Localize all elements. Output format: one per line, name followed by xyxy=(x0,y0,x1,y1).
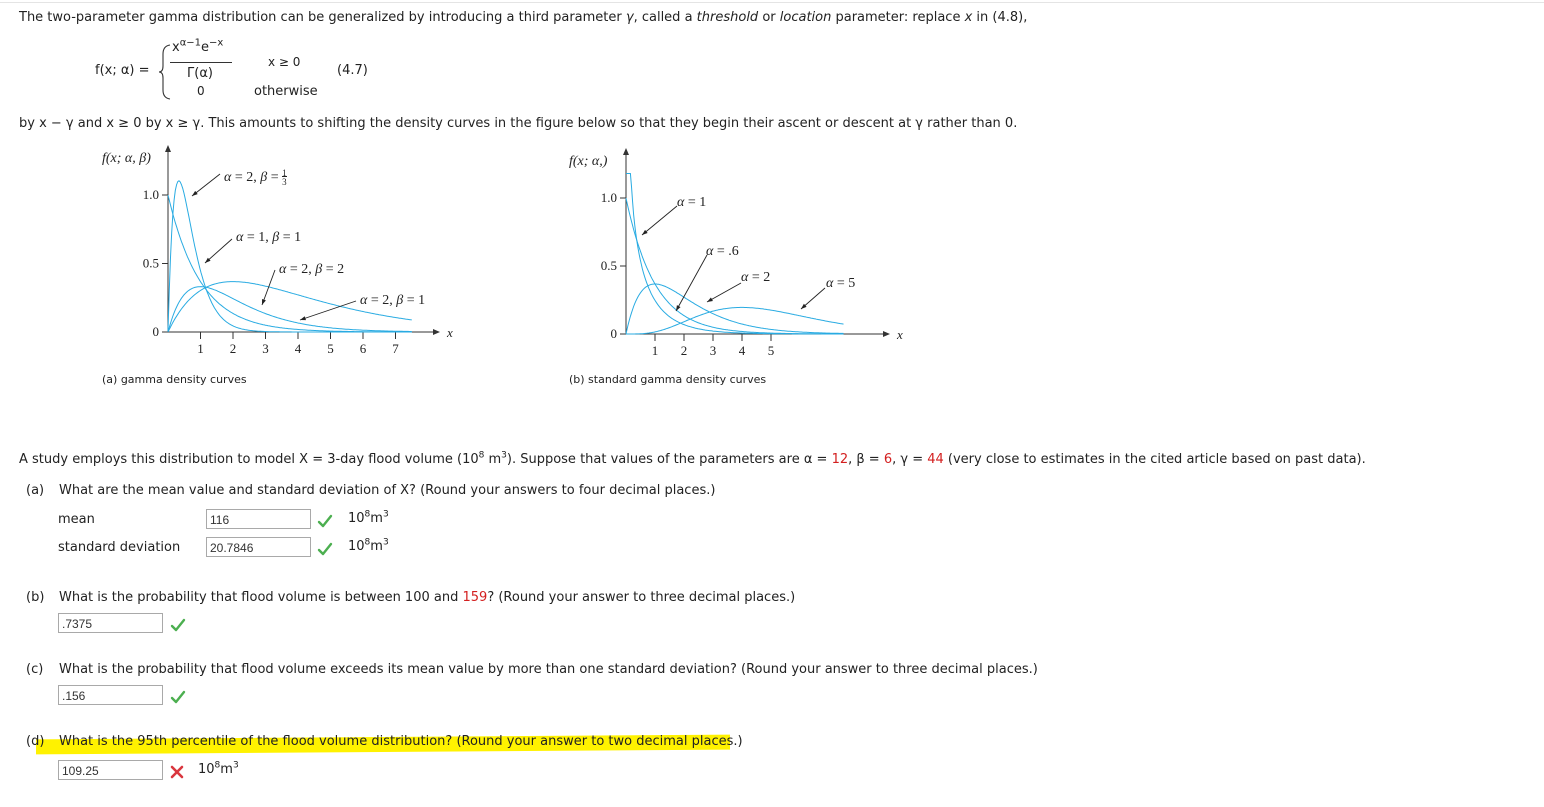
check-icon xyxy=(170,617,186,633)
equation-number: (4.7) xyxy=(337,63,368,78)
formula-cond2: otherwise xyxy=(254,84,318,99)
sd-input[interactable]: 20.7846 xyxy=(206,537,311,557)
figure-a-caption: (a) gamma density curves xyxy=(102,373,247,386)
x-tick-label: 4 xyxy=(738,343,746,358)
mean-label: mean xyxy=(58,512,95,527)
x-tick-label: 2 xyxy=(680,343,688,358)
part-a-question: What are the mean value and standard deviation of X? (Round your answers to four decimal places.) xyxy=(59,483,716,498)
formula-numerator: $x^{\alpha-1}e^{-x}$ xyxy=(172,37,224,55)
sd-unit: $10^8m^3$ xyxy=(348,537,389,554)
top-divider xyxy=(0,2,1544,3)
mean-unit: $10^8m^3$ xyxy=(348,509,389,526)
curve-alpha-5 xyxy=(626,307,844,334)
pointer-arrow-icon xyxy=(262,299,266,305)
formula-denominator: Γ(α) xyxy=(187,66,213,81)
x-tick-label: 2 xyxy=(229,341,237,356)
fraction-bar xyxy=(170,62,232,63)
x-tick-label: 6 xyxy=(359,341,367,356)
part-b-label: (b) xyxy=(26,590,45,605)
pointer-line xyxy=(707,283,741,302)
formula-zero: 0 xyxy=(197,84,205,98)
figure-b-label-3: α = 2 xyxy=(741,270,771,285)
study-text: A study employs this distribution to model X = 3-day flood volume ($10^8$ $m^3$). Suppose that values of the parameters are α = 12, β = 6, γ = 44 (very close to estimates in the cited article based on past data). xyxy=(19,450,1366,467)
figure-b-ylabel: f(x; α,) xyxy=(569,154,608,169)
x-tick-label: 1 xyxy=(197,341,204,356)
y-tick-label: 1.0 xyxy=(142,187,159,202)
part-b-question: What is the probability that flood volume is between 100 and 159? (Round your answer to three decimal places.) xyxy=(59,590,796,605)
y-tick-label: 0 xyxy=(152,324,159,339)
y-tick-label: 0.5 xyxy=(600,258,617,273)
figure-a-label-2: α = 1, β = 1 xyxy=(236,230,302,245)
part-b-input[interactable]: .7375 xyxy=(58,613,163,633)
brace-icon xyxy=(158,44,172,100)
pointer-line xyxy=(300,301,356,320)
check-icon xyxy=(317,541,333,557)
part-c-input[interactable]: .156 xyxy=(58,685,163,705)
x-axis-arrow-icon xyxy=(433,329,440,335)
curve-alpha-1 xyxy=(626,198,844,334)
pointer-line xyxy=(642,206,677,235)
figure-a-ylabel: f(x; α, β) xyxy=(102,151,151,166)
pointer-line xyxy=(676,255,707,311)
y-axis-arrow-icon xyxy=(623,148,629,155)
figure-b-label-2: α = .6 xyxy=(706,244,739,259)
x-axis-label: x xyxy=(897,327,903,342)
x-axis-label: x xyxy=(447,325,453,340)
x-tick-label: 5 xyxy=(327,341,334,356)
x-tick-label: 1 xyxy=(651,343,659,358)
x-tick-label: 3 xyxy=(262,341,269,356)
part-c-label: (c) xyxy=(26,662,44,677)
pointer-arrow-icon xyxy=(707,297,713,302)
x-axis-arrow-icon xyxy=(883,331,890,337)
curve-alpha-2 xyxy=(626,284,844,334)
pointer-arrow-icon xyxy=(300,316,306,320)
x-tick-label: 5 xyxy=(767,343,775,358)
figure-a-label-4: α = 2, β = 1 xyxy=(360,293,426,308)
x-tick-label: 7 xyxy=(392,341,399,356)
figure-b-label-4: α = 5 xyxy=(826,276,856,291)
figure-a-axes xyxy=(143,145,453,356)
curve-a2-b1-3 xyxy=(168,181,412,332)
figure-b xyxy=(565,145,915,360)
y-tick-label: 0.5 xyxy=(142,255,159,271)
check-icon xyxy=(317,513,333,529)
part-d-question: What is the 95th percentile of the flood volume distribution? (Round your answer to two decimal places.) xyxy=(59,734,743,749)
formula-cond1: x ≥ 0 xyxy=(268,55,301,69)
part-c-question: What is the probability that flood volume exceeds its mean value by more than one standard deviation? (Round your answer to three decimal places.) xyxy=(59,662,1038,677)
y-tick-label: 0 xyxy=(610,326,617,341)
figure-b-label-1: α = 1 xyxy=(677,195,707,210)
mean-input[interactable]: 116 xyxy=(206,509,311,529)
part-d-unit: $10^8m^3$ xyxy=(198,760,239,777)
x-tick-label: 4 xyxy=(294,341,302,356)
part-a-label: (a) xyxy=(26,483,45,498)
y-tick-label: 1.0 xyxy=(600,190,617,205)
figure-b-caption: (b) standard gamma density curves xyxy=(569,373,767,386)
figure-a-label-3: α = 2, β = 2 xyxy=(279,262,345,277)
intro-text: The two-parameter gamma distribution can be generalized by introducing a third parameter γ, called a threshold or location parameter: replace x in (4.8), xyxy=(19,10,1028,25)
shift-text: by x − γ and x ≥ 0 by x ≥ γ. This amounts to shifting the density curves in the figure below so that they begin their ascent or descent at γ rather than 0. xyxy=(19,116,1018,131)
part-d-input[interactable]: 109.25 xyxy=(58,760,163,780)
sd-label: standard deviation xyxy=(58,540,181,555)
y-axis-arrow-icon xyxy=(165,145,171,152)
part-d-label: (d) xyxy=(26,734,45,749)
x-tick-label: 3 xyxy=(709,343,717,358)
check-icon xyxy=(170,689,186,705)
pointer-arrow-icon xyxy=(676,305,681,311)
formula-lhs: f(x; α) = xyxy=(95,63,150,78)
figure-a-label-1: α = 2, $\beta = \frac{1}{3}$ xyxy=(224,168,287,187)
cross-icon xyxy=(169,764,185,780)
